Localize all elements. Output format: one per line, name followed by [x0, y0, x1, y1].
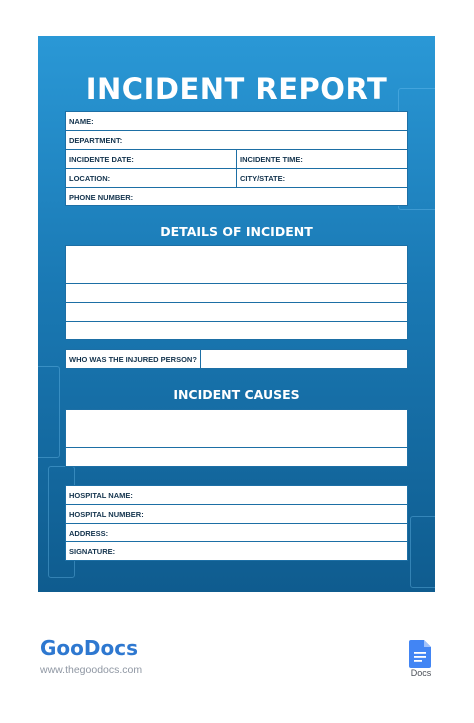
signature-label: SIGNATURE: [69, 547, 116, 556]
location-label: LOCATION: [69, 174, 111, 183]
incident-time-label: INCIDENTE TIME: [240, 155, 303, 164]
page-title: INCIDENT REPORT [85, 72, 388, 106]
report-sheet [38, 36, 435, 592]
details-heading: DETAILS OF INCIDENT [160, 224, 313, 239]
location-row[interactable] [66, 168, 407, 187]
incident-date-label: INCIDENTE DATE: [69, 155, 134, 164]
department-label: DEPARTMENT: [69, 136, 123, 145]
info-form [65, 111, 408, 206]
column-divider [236, 150, 237, 168]
goodocs-logo[interactable]: GooDocs [40, 636, 138, 660]
name-label: NAME: [69, 117, 94, 126]
causes-box[interactable] [65, 409, 408, 467]
name-row[interactable] [66, 112, 407, 130]
address-row[interactable] [66, 523, 407, 542]
causes-line [66, 447, 407, 448]
department-row[interactable] [66, 130, 407, 149]
hospital-number-label: HOSPITAL NUMBER: [69, 510, 144, 519]
address-label: ADDRESS: [69, 529, 109, 538]
details-line [66, 302, 407, 303]
column-divider [200, 350, 201, 368]
decorative-line [38, 366, 60, 458]
injured-person-row[interactable] [65, 349, 408, 369]
details-box[interactable] [65, 245, 408, 340]
details-line [66, 321, 407, 322]
hospital-name-label: HOSPITAL NAME: [69, 491, 133, 500]
hospital-number-row[interactable] [66, 504, 407, 523]
column-divider [236, 169, 237, 187]
signature-row[interactable] [66, 541, 407, 560]
phone-label: PHONE NUMBER: [69, 193, 134, 202]
causes-heading: INCIDENT CAUSES [173, 387, 300, 402]
hospital-name-row[interactable] [66, 486, 407, 504]
hospital-form [65, 485, 408, 561]
city-state-label: CITY/STATE: [240, 174, 286, 183]
docs-label: Docs [410, 668, 432, 678]
brand-url[interactable]: www.thegoodocs.com [40, 664, 143, 676]
decorative-line [410, 516, 435, 588]
date-time-row[interactable] [66, 149, 407, 168]
injured-person-label: WHO WAS THE INJURED PERSON? [69, 355, 197, 364]
google-docs-icon[interactable] [409, 640, 431, 668]
phone-row[interactable] [66, 187, 407, 206]
details-line [66, 283, 407, 284]
